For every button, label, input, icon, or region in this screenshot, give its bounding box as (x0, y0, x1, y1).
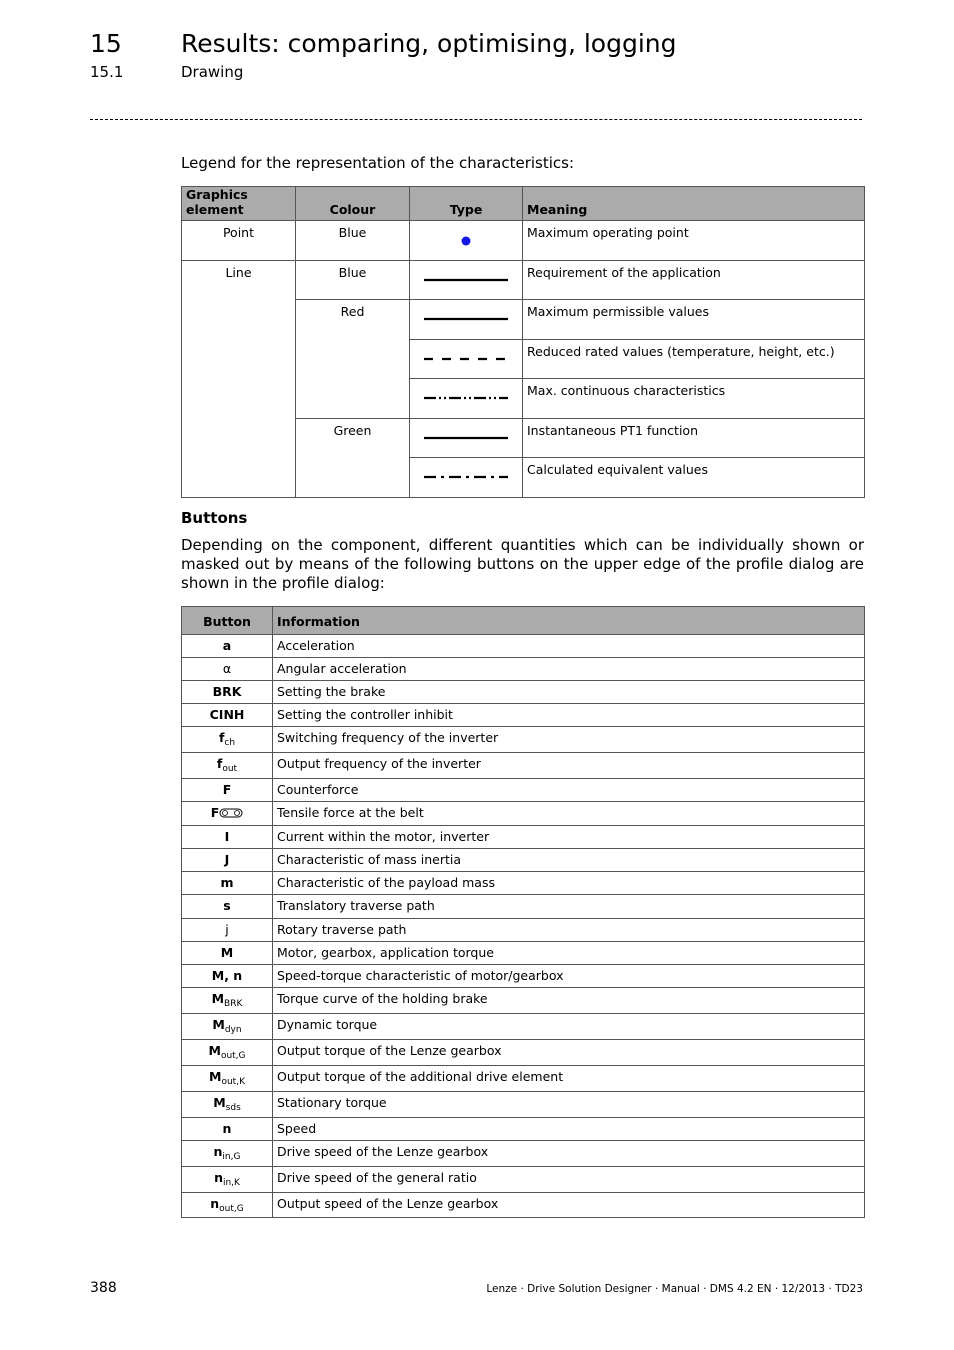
chapter-title: Results: comparing, optimising, logging (181, 29, 677, 58)
solid-line-icon (423, 312, 509, 326)
type-cell (410, 260, 523, 300)
button-symbol (182, 658, 273, 681)
button-symbol-main: M (220, 945, 234, 960)
type-cell (410, 379, 523, 419)
table-row (182, 681, 865, 704)
button-symbol-main: CINH (209, 707, 245, 722)
meaning-cell: Maximum operating point (523, 221, 865, 261)
chapter-number: 15 (90, 29, 122, 58)
button-information: Output frequency of the inverter (273, 753, 865, 779)
button-symbol (182, 681, 273, 704)
table-row (182, 872, 865, 895)
button-symbol (182, 635, 273, 658)
button-symbol-main: n (222, 1121, 232, 1136)
button-symbol (182, 1118, 273, 1141)
button-symbol-main: f (218, 730, 225, 745)
table-row (182, 658, 865, 681)
dot-icon (425, 233, 507, 247)
button-information: Current within the motor, inverter (273, 826, 865, 849)
button-symbol (182, 753, 273, 779)
dash-dot-line-icon (423, 470, 509, 484)
button-information: Speed-torque characteristic of motor/gearbox (273, 965, 865, 988)
button-symbol-subscript: BRK (224, 999, 243, 1009)
button-symbol-main: M (209, 1069, 222, 1084)
section-number: 15.1 (90, 63, 124, 81)
meaning-cell: Requirement of the application (523, 260, 865, 300)
section-title: Drawing (181, 63, 244, 81)
button-symbol-main: j (225, 922, 229, 937)
button-symbol-main: I (224, 829, 230, 844)
button-symbol (182, 849, 273, 872)
button-symbol-main: f (216, 756, 223, 771)
button-symbol-subscript: out,K (221, 1077, 245, 1087)
table-row (182, 753, 865, 779)
graphics-element-line: Line (182, 260, 296, 497)
table-row (182, 1118, 865, 1141)
buttons-header-row (182, 607, 865, 635)
buttons-table (181, 606, 865, 1218)
button-information: Drive speed of the Lenze gearbox (273, 1141, 865, 1167)
button-symbol-main: M (208, 1043, 221, 1058)
button-symbol-main: n (214, 1170, 223, 1185)
meaning-cell: Max. continuous characteristics (523, 379, 865, 419)
button-symbol-main: M (213, 1095, 226, 1110)
table-row (182, 1193, 865, 1218)
table-row (182, 727, 865, 753)
dash-dot-dot-line-icon (423, 391, 509, 405)
graphics-element-point: Point (182, 221, 296, 261)
button-symbol (182, 826, 273, 849)
button-information: Acceleration (273, 635, 865, 658)
header-button: Button (182, 607, 273, 635)
type-cell (410, 458, 523, 498)
button-information: Drive speed of the general ratio (273, 1167, 865, 1193)
button-symbol (182, 1040, 273, 1066)
legend-row (182, 260, 865, 300)
solid-line-icon (423, 273, 509, 287)
table-row (182, 1014, 865, 1040)
button-symbol-subscript: dyn (224, 1025, 242, 1035)
button-symbol (182, 1014, 273, 1040)
button-symbol (182, 704, 273, 727)
colour-blue: Blue (296, 260, 410, 300)
button-symbol-subscript: sds (225, 1103, 241, 1113)
table-row (182, 802, 865, 826)
legend-table (181, 186, 865, 498)
button-information: Translatory traverse path (273, 895, 865, 919)
buttons-heading: Buttons (181, 509, 248, 527)
button-symbol (182, 872, 273, 895)
button-information: Setting the brake (273, 681, 865, 704)
type-cell (410, 418, 523, 458)
button-symbol (182, 1141, 273, 1167)
colour-red: Red (296, 300, 410, 419)
table-row (182, 988, 865, 1014)
button-information: Angular acceleration (273, 658, 865, 681)
colour-green: Green (296, 418, 410, 497)
button-information: Motor, gearbox, application torque (273, 942, 865, 965)
belt-icon (219, 808, 243, 818)
button-symbol (182, 895, 273, 919)
button-symbol (182, 1092, 273, 1118)
button-information: Characteristic of mass inertia (273, 849, 865, 872)
meaning-cell: Maximum permissible values (523, 300, 865, 340)
table-row (182, 826, 865, 849)
table-row (182, 919, 865, 942)
button-symbol-main: M (211, 991, 225, 1006)
table-row (182, 942, 865, 965)
type-cell (410, 339, 523, 379)
button-information: Stationary torque (273, 1092, 865, 1118)
header-graphics-element: Graphics element (182, 187, 296, 221)
meaning-cell: Calculated equivalent values (523, 458, 865, 498)
type-cell (410, 221, 523, 261)
button-symbol-subscript: ch (224, 738, 236, 748)
solid-line-icon (423, 431, 509, 445)
table-row (182, 779, 865, 802)
table-row (182, 704, 865, 727)
legend-header-row (182, 187, 865, 221)
button-symbol-main: BRK (212, 684, 242, 699)
type-cell (410, 300, 523, 340)
button-symbol-main: s (223, 898, 231, 913)
button-information: Setting the controller inhibit (273, 704, 865, 727)
button-symbol-main: n (210, 1196, 220, 1211)
button-information: Output speed of the Lenze gearbox (273, 1193, 865, 1218)
button-symbol-main: J (224, 852, 230, 867)
button-symbol-main: α (222, 661, 232, 676)
button-information: Rotary traverse path (273, 919, 865, 942)
dashed-line-icon (423, 352, 509, 366)
button-information: Counterforce (273, 779, 865, 802)
button-symbol-main: n (213, 1144, 223, 1159)
table-row (182, 965, 865, 988)
button-information: Tensile force at the belt (273, 802, 865, 826)
button-symbol-subscript: out,G (219, 1204, 244, 1214)
button-symbol-subscript: out (222, 764, 238, 774)
button-symbol (182, 1066, 273, 1092)
button-symbol-main: M (212, 1017, 225, 1032)
page-number: 388 (90, 1280, 117, 1296)
button-symbol-subscript: out,G (220, 1051, 246, 1061)
table-row (182, 895, 865, 919)
table-row (182, 849, 865, 872)
table-row (182, 1040, 865, 1066)
table-row (182, 1092, 865, 1118)
table-row (182, 1167, 865, 1193)
button-information: Switching frequency of the inverter (273, 727, 865, 753)
button-information: Dynamic torque (273, 1014, 865, 1040)
buttons-paragraph: Depending on the component, different quantities which can be individually shown or masked out by means of the following buttons on the upper edge of the profile dialog are shown in the profile dialog: (181, 536, 864, 592)
table-row (182, 1066, 865, 1092)
button-symbol-main: M, n (211, 968, 243, 983)
header-information: Information (273, 607, 865, 635)
button-information: Output torque of the additional drive element (273, 1066, 865, 1092)
meaning-cell: Instantaneous PT1 function (523, 418, 865, 458)
button-information: Characteristic of the payload mass (273, 872, 865, 895)
button-information: Output torque of the Lenze gearbox (273, 1040, 865, 1066)
legend-intro: Legend for the representation of the characteristics: (181, 154, 575, 172)
button-information: Speed (273, 1118, 865, 1141)
colour-blue: Blue (296, 221, 410, 261)
button-information: Torque curve of the holding brake (273, 988, 865, 1014)
table-row (182, 1141, 865, 1167)
legend-row (182, 221, 865, 261)
footer-text: Lenze · Drive Solution Designer · Manual · DMS 4.2 EN · 12/2013 · TD23 (486, 1283, 863, 1295)
meaning-cell: Reduced rated values (temperature, height, etc.) (523, 339, 865, 379)
button-symbol-main: F (210, 805, 220, 820)
button-symbol-subscript: in,G (222, 1152, 241, 1162)
buttons-body (182, 635, 865, 1218)
header-divider (90, 119, 862, 120)
button-symbol (182, 988, 273, 1014)
button-symbol (182, 727, 273, 753)
button-symbol (182, 965, 273, 988)
header-meaning: Meaning (523, 187, 865, 221)
button-symbol (182, 1193, 273, 1218)
button-symbol-main: F (222, 782, 232, 797)
button-symbol-subscript: in,K (222, 1178, 240, 1188)
header-type: Type (410, 187, 523, 221)
button-symbol (182, 942, 273, 965)
button-symbol (182, 919, 273, 942)
button-symbol-main: m (220, 875, 234, 890)
table-row (182, 635, 865, 658)
button-symbol (182, 802, 273, 826)
header-colour: Colour (296, 187, 410, 221)
button-symbol (182, 1167, 273, 1193)
button-symbol (182, 779, 273, 802)
button-symbol-main: a (222, 638, 232, 653)
